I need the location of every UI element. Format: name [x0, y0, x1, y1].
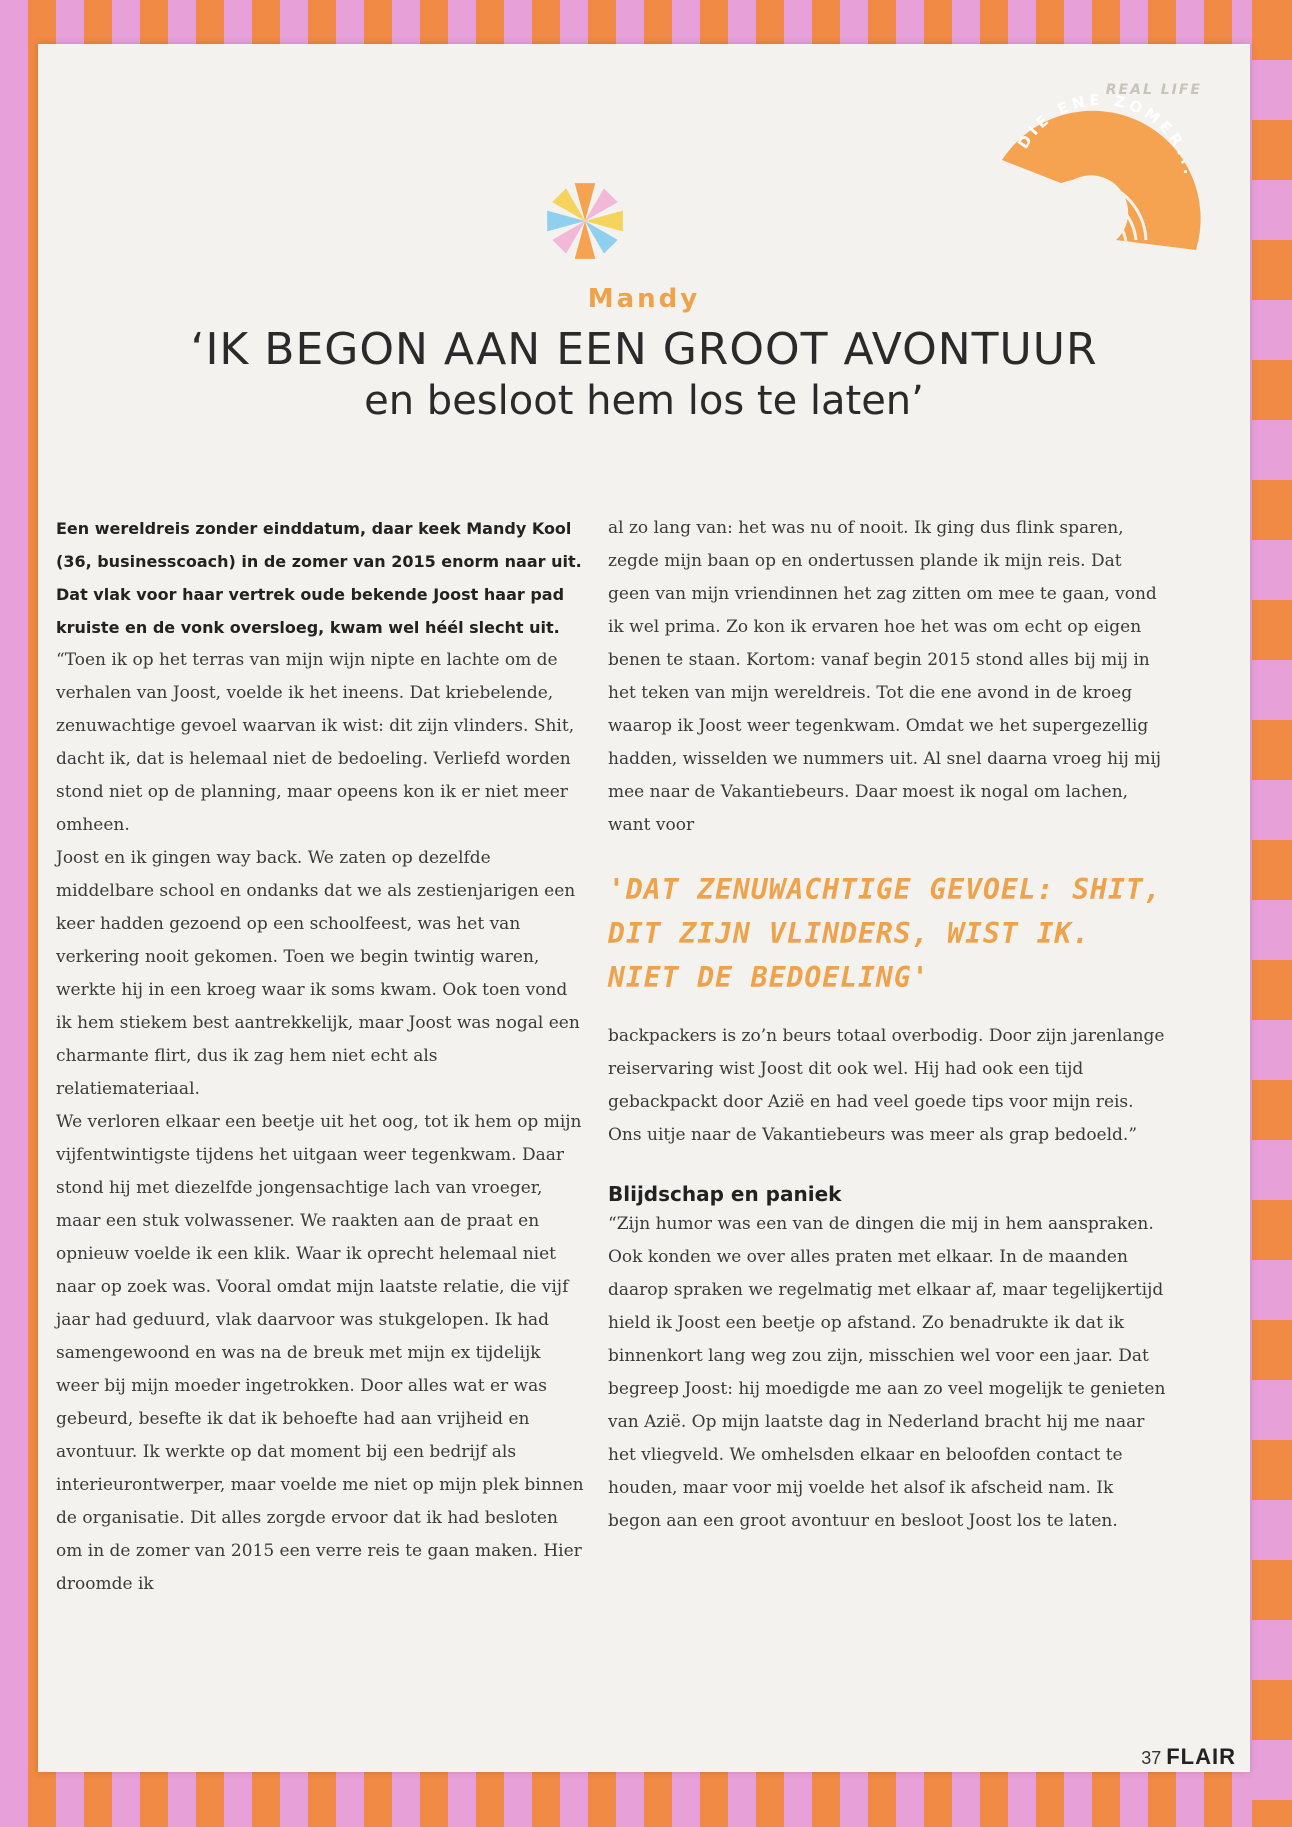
article-kicker: Mandy: [587, 284, 701, 314]
page-folio: [1141, 1744, 1236, 1770]
section-label: REAL LIFE: [1105, 82, 1202, 98]
pinwheel-logo-icon: [542, 178, 628, 264]
body-paragraph: “Toen ik op het terras van mijn wijn nipte en lachte om de verhalen van Joost, voelde ik het ineens. Dat kriebelende, zenuwachtige gevoel waarvan ik wist: dit zijn vlinders. Shit, dacht ik, dat is helemaal niet de bedoeling. Verliefd worden stond niet op de planning, maar opeens kon ik er niet meer omheen.: [56, 650, 575, 835]
body-paragraph: al zo lang van: het was nu of nooit. Ik ging dus flink sparen, zegde mijn baan op en ondertussen plande ik mijn reis. Dat geen van mijn vriendinnen het zag zitten om mee te gaan, vond ik wel prima. Zo kon ik ervaren hoe het was om echt op eigen benen te staan. Kortom: vanaf begin 2015 stond alles bij mij in het teken van mijn wereldreis. Tot die ene avond in de kroeg waarop ik Joost weer tegenkwam. Omdat we het supergezellig hadden, wisselden we nummers uit. Al snel daarna vroeg hij mij mee naar de Vakantiebeurs. Daar moest ik nogal om lachen, want voor: [608, 518, 1162, 835]
rainbow-badge-icon: [996, 90, 1206, 290]
article-headline: ‘IK BEGON AAN EEN GROOT AVONTUUR: [190, 324, 1098, 375]
pull-quote: 'DAT ZENUWACHTIGE GEVOEL: SHIT, DIT ZIJN VLINDERS, WIST IK. NIET DE BEDOELING': [608, 873, 1162, 994]
article-intro: Een wereldreis zonder einddatum, daar keek Mandy Kool (36, businesscoach) in de zomer van 2015 enorm naar uit. Dat vlak voor haar vertrek oude bekende Joost haar pad kruiste en de vonk oversloeg, kwam wel héél slecht uit.: [56, 519, 582, 637]
body-paragraph: We verloren elkaar een beetje uit het oog, tot ik hem op mijn vijfentwintigste tijdens het uitgaan weer tegenkwam. Daar stond hij met diezelfde jongensachtige lach van vroeger, maar een stuk volwassener. We raakten aan de praat en opnieuw voelde ik een klik. Waar ik oprecht helemaal niet naar op zoek was. Vooral omdat mijn laatste relatie, die vijf jaar had geduurd, vlak daarvoor was stukgelopen. Ik had samengewoond en was na de breuk met mijn ex tijdelijk weer bij mijn moeder ingetrokken. Door alles wat er was gebeurd, besefte ik dat ik behoefte had aan vrijheid en avontuur. Ik werkte op dat moment bij een bedrijf als interieurontwerper, maar voelde me niet op mijn plek binnen de organisatie. Dit alles zorgde ervoor dat ik had besloten om in de zomer van 2015 een verre reis te gaan maken. Hier droomde ik: [56, 1112, 584, 1594]
body-paragraph: “Zijn humor was een van de dingen die mij in hem aanspraken. Ook konden we over alles praten met elkaar. In de maanden daarop spraken we regelmatig met elkaar af, maar tegelijkertijd hield ik Joost een beetje op afstand. Zo benadrukte ik dat ik binnenkort lang weg zou zijn, misschien wel voor een jaar. Dat begreep Joost: hij moedigde me aan zo veel mogelijk te genieten van Azië. Op mijn laatste dag in Nederland bracht hij me naar het vliegveld. We omhelsden elkaar en beloofden contact te houden, maar voor mij voelde het alsof ik afscheid nam. Ik begon aan een groot avontuur en besloot Joost los te laten.: [608, 1214, 1166, 1531]
badge-text: DIE ENE ZOMER...: [1013, 90, 1200, 180]
section-subhead: Blijdschap en paniek: [608, 1182, 842, 1206]
column-left: [56, 512, 586, 1601]
body-paragraph: backpackers is zo’n beurs totaal overbodig. Door zijn jarenlange reiservaring wist Joost dit ook wel. Hij had ook een tijd gebackpackt door Azië en had veel goede tips voor mijn reis. Ons uitje naar de Vakantiebeurs was meer als grap bedoeld.”: [608, 1026, 1165, 1145]
decorative-stripe-edge: [1252, 0, 1292, 1827]
body-paragraph: Joost en ik gingen way back. We zaten op dezelfde middelbare school en ondanks dat we als zestienjarigen een keer hadden gezoend op een schoolfeest, was het van verkering nooit gekomen. Toen we begin twintig waren, werkte hij in een kroeg waar ik soms kwam. Ook toen vond ik hem stiekem best aantrekkelijk, maar Joost was nogal een charmante flirt, dus ik zag hem niet echt als relatiemateriaal.: [56, 848, 580, 1099]
page-number: 37: [1141, 1748, 1162, 1768]
column-right: [608, 512, 1168, 1538]
article-subheadline: en besloot hem los te laten’: [364, 378, 924, 424]
brand-logo: FLAIR: [1166, 1744, 1236, 1769]
magazine-page: [38, 44, 1250, 1772]
